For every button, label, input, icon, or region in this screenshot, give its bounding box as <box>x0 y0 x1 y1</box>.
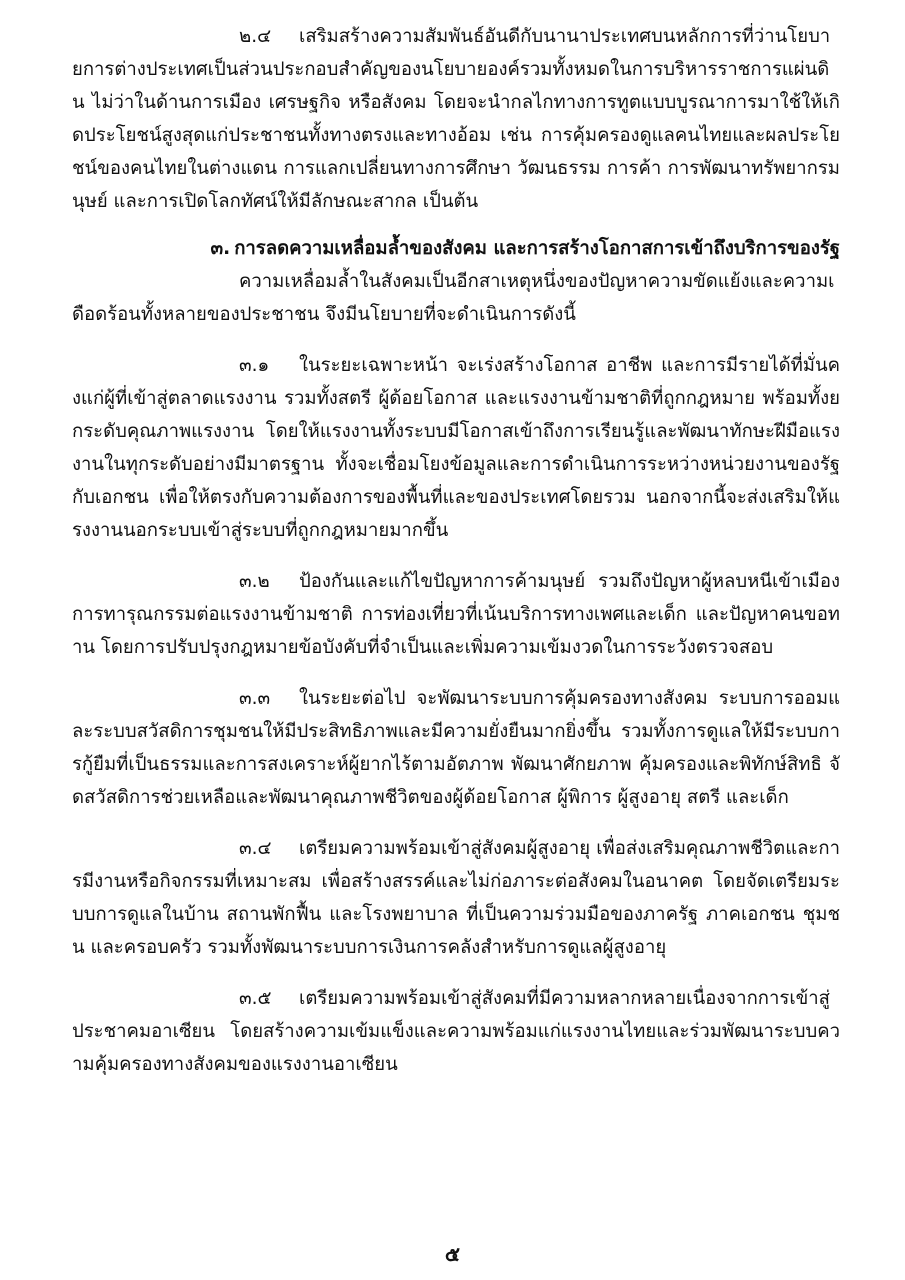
section-text: เตรียมความพร้อมเข้าสู่สังคมที่มีความหลากหลายเนื่องจากการเข้าสู่ประชาคมอาเซียน โดยสร้างความเข้มแข็งและความพร้อมแก่แรงงานไทยและร่วมพัฒนาระบบความคุ้มครองทางสังคมของแรงงานอาเซียน <box>72 988 840 1075</box>
heading-text: การลดความเหลื่อมล้ำของสังคม และการสร้างโอกาสการเข้าถึงบริการของรัฐ <box>234 238 840 259</box>
section-3-2 <box>72 565 840 664</box>
section-3-1 <box>72 349 840 547</box>
section-3-heading <box>72 232 840 265</box>
section-number: ๓.๓ <box>239 688 271 709</box>
page-number: ๕ <box>444 1242 461 1266</box>
section-2-4 <box>72 20 840 218</box>
section-3-3 <box>72 682 840 814</box>
section-text: เตรียมความพร้อมเข้าสู่สังคมผู้สูงอายุ เพื่อส่งเสริมคุณภาพชีวิตและการมีงานหรือกิจกรรมที่เหมาะสม เพื่อสร้างสรรค์และไม่ก่อภาระต่อสังคมในอนาคต โดยจัดเตรียมระบบการดูแลในบ้าน สถานพักฟื้น และโรงพยาบาล ที่เป็นความร่วมมือของภาครัฐ ภาคเอกชน ชุมชน และครอบครัว รวมทั้งพัฒนาระบบการเงินการคลังสำหรับการดูแลผู้สูงอายุ <box>72 838 840 958</box>
section-3-5 <box>72 982 840 1081</box>
section-text: เสริมสร้างความสัมพันธ์อันดีกับนานาประเทศบนหลักการที่ว่านโยบายการต่างประเทศเป็นส่วนประกอบสำคัญของนโยบายองค์รวมทั้งหมดในการบริหารราชการแผ่นดิน ไม่ว่าในด้านการเมือง เศรษฐกิจ หรือสังคม โดยจะนำกลไกทางการทูตแบบบูรณาการมาใช้ให้เกิดประโยชน์สูงสุดแก่ประชาชนทั้งทางตรงและทางอ้อม เช่น การคุ้มครองดูแลคนไทยและผลประโยชน์ของคนไทยในต่างแดน การแลกเปลี่ยนทางการศึกษา วัฒนธรรม การค้า การพัฒนาทรัพยากรมนุษย์ และการเปิดโลกทัศน์ให้มีลักษณะสากล เป็นต้น <box>72 26 840 212</box>
section-text: ในระยะเฉพาะหน้า จะเร่งสร้างโอกาส อาชีพ และการมีรายได้ที่มั่นคงแก่ผู้ที่เข้าสู่ตลาดแรงงาน รวมทั้งสตรี ผู้ด้อยโอกาส และแรงงานข้ามชาติที่ถูกกฎหมาย พร้อมทั้งยกระดับคุณภาพแรงงาน โดยให้แรงงานทั้งระบบมีโอกาสเข้าถึงการเรียนรู้และพัฒนาทักษะฝีมือแรงงานในทุกระดับอย่างมีมาตรฐาน ทั้งจะเชื่อมโยงข้อมูลและการดำเนินการระหว่างหน่วยงานของรัฐกับเอกชน เพื่อให้ตรงกับความต้องการของพื้นที่และของประเทศโดยรวม นอกจากนี้จะส่งเสริมให้แรงงานนอกระบบเข้าสู่ระบบที่ถูกกฎหมายมากขึ้น <box>72 355 840 541</box>
heading-number: ๓. <box>210 238 231 259</box>
section-number: ๓.๑ <box>239 355 270 376</box>
section-3-intro: ความเหลื่อมล้ำในสังคมเป็นอีกสาเหตุหนึ่งของปัญหาความขัดแย้งและความเดือดร้อนทั้งหลายของประชาชน จึงมีนโยบายที่จะดำเนินการดังนี้ <box>72 271 835 325</box>
section-text: ในระยะต่อไป จะพัฒนาระบบการคุ้มครองทางสังคม ระบบการออมและระบบสวัสดิการชุมชนให้มีประสิทธิภาพและมีความยั่งยืนมากยิ่งขึ้น รวมทั้งการดูแลให้มีระบบการกู้ยืมที่เป็นธรรมและการสงเคราะห์ผู้ยากไร้ตามอัตภาพ พัฒนาศักยภาพ คุ้มครองและพิทักษ์สิทธิ จัดสวัสดิการช่วยเหลือและพัฒนาคุณภาพชีวิตของผู้ด้อยโอกาส ผู้พิการ ผู้สูงอายุ สตรี และเด็ก <box>72 688 840 808</box>
section-number: ๓.๕ <box>239 988 272 1009</box>
document-page <box>72 20 840 1081</box>
section-3-4 <box>72 832 840 964</box>
section-number: ๓.๒ <box>239 571 270 592</box>
section-number: ๓.๔ <box>239 838 272 859</box>
section-text: ป้องกันและแก้ไขปัญหาการค้ามนุษย์ รวมถึงปัญหาผู้หลบหนีเข้าเมือง การทารุณกรรมต่อแรงงานข้ามชาติ การท่องเที่ยวที่เน้นบริการทางเพศและเด็ก และปัญหาคนขอทาน โดยการปรับปรุงกฎหมายข้อบังคับที่จำเป็นและเพิ่มความเข้มงวดในการระวังตรวจสอบ <box>72 571 840 658</box>
section-number: ๒.๔ <box>239 26 272 47</box>
